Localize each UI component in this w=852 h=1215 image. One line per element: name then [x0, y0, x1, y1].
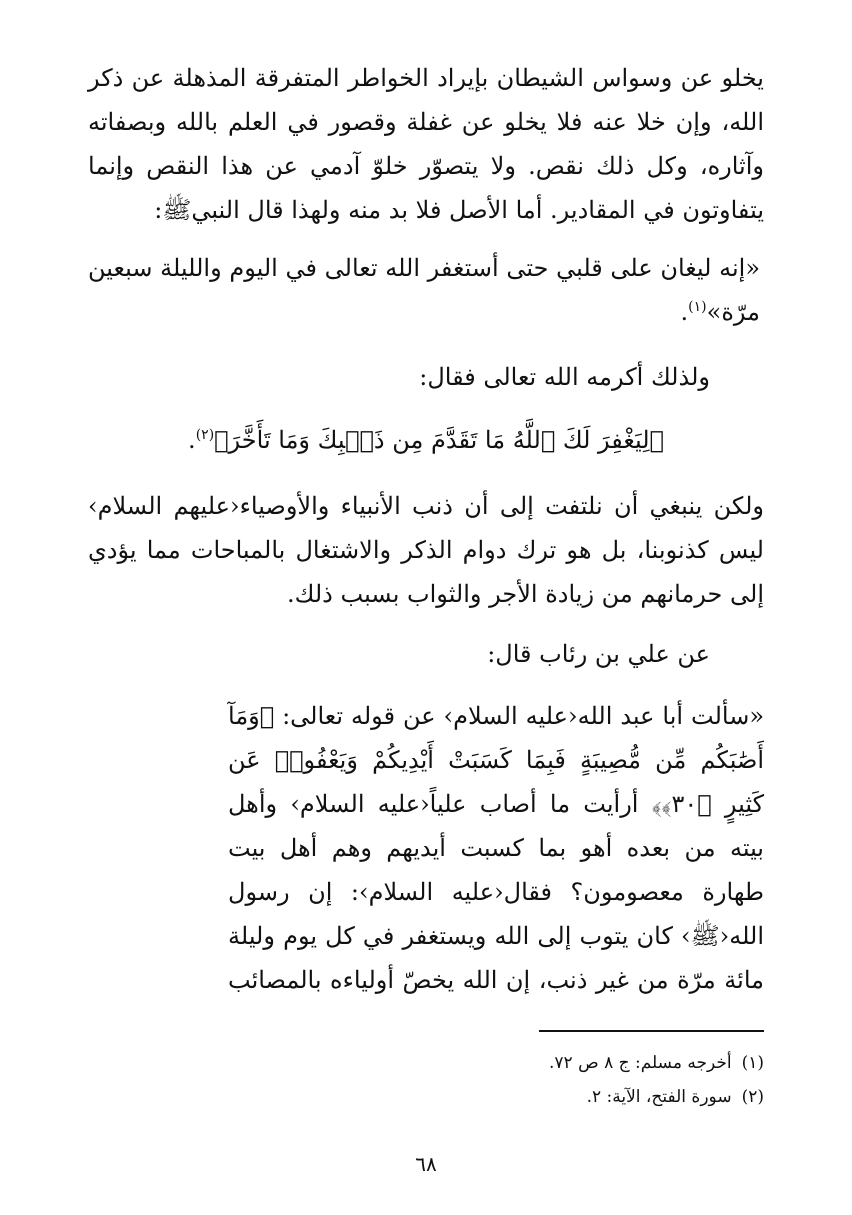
- paragraph-narrator: [88, 632, 764, 676]
- hadith-quote-2-text: «سألت أبا عبد الله‹عليه السلام› عن قوله تعالى: ﴿وَمَآ أَصَٰبَكُم مِّن مُّصِيبَةٍ فَبِمَا كَسَبَتْ أَيْدِيكُمْ وَيَعْفُوا۟ عَن كَثِيرٍ ﴿٣٠﴾﴾ أرأيت ما أصاب علياً‹عليه السلام› وأهل بيته من بعده أهو بما كسبت أيديهم وهم أهل بيت طهارة معصومون؟ فقال‹عليه السلام›: إن رسول الله‹ﷺ› كان يتوب إلى الله ويستغفر في كل يوم وليلة مائة مرّة من غير ذنب، إن الله يخصّ أولياءه بالمصائب: [228, 702, 764, 994]
- hadith-quote-1-end: .: [680, 298, 689, 326]
- paragraph-verse-intro: [88, 355, 764, 399]
- hadith-quote-1-text: «إنه ليغان على قلبي حتى أستغفر الله تعالى في اليوم والليلة سبعين مرّة»: [88, 254, 760, 326]
- footnote-1-text: أخرجه مسلم: ج ٨ ص ٧٢.: [549, 1053, 732, 1073]
- footnote-divider: [539, 1030, 764, 1032]
- quran-verse-end: .: [188, 426, 196, 454]
- footnote-ref-1: (١): [688, 299, 707, 315]
- footnote-2-number: (٢): [741, 1087, 764, 1107]
- footnote-2-text: سورة الفتح، الآية: ٢.: [586, 1087, 732, 1107]
- hadith-quote-1: [88, 246, 764, 334]
- hadith-quote-2: [228, 694, 764, 1002]
- footnote-2: [300, 1080, 764, 1114]
- footnote-1-number: (١): [741, 1053, 764, 1073]
- paragraph-prophets-sins-text: ولكن ينبغي أن نلتفت إلى أن ذنب الأنبياء والأوصياء‹عليهم السلام› ليس كذنوبنا، بل هو ترك دوام الذكر والاشتغال بالمباحات مما يؤدي إلى حرمانهم من زيادة الأجر والثواب بسبب ذلك.: [88, 492, 764, 608]
- footnotes: [300, 1046, 764, 1114]
- paragraph-prophets-sins: [88, 484, 764, 616]
- quran-verse-text: ﴿لِيَغْفِرَ لَكَ ٱللَّهُ مَا تَقَدَّمَ مِن ذَنۢبِكَ وَمَا تَأَخَّرَ﴾: [214, 426, 664, 454]
- quran-verse: [88, 418, 764, 462]
- paragraph-verse-intro-text: ولذلك أكرمه الله تعالى فقال:: [419, 363, 710, 391]
- footnote-1: [300, 1046, 764, 1080]
- page-number: ٦٨: [415, 1152, 437, 1176]
- paragraph-narrator-text: عن علي بن رئاب قال:: [487, 640, 710, 668]
- paragraph-intro: [88, 56, 764, 232]
- paragraph-intro-text: يخلو عن وسواس الشيطان بإيراد الخواطر المتفرقة المذهلة عن ذكر الله، وإن خلا عنه فلا يخلو عن غفلة وقصور في العلم بالله وبصفاته وآثاره، وكل ذلك نقص. ولا يتصوّر خلوّ آدمي عن هذا النقص وإنما يتفاوتون في المقادير. أما الأصل فلا بد منه ولهذا قال النبيﷺ:: [88, 64, 764, 224]
- footnote-ref-2: (٢): [195, 427, 215, 443]
